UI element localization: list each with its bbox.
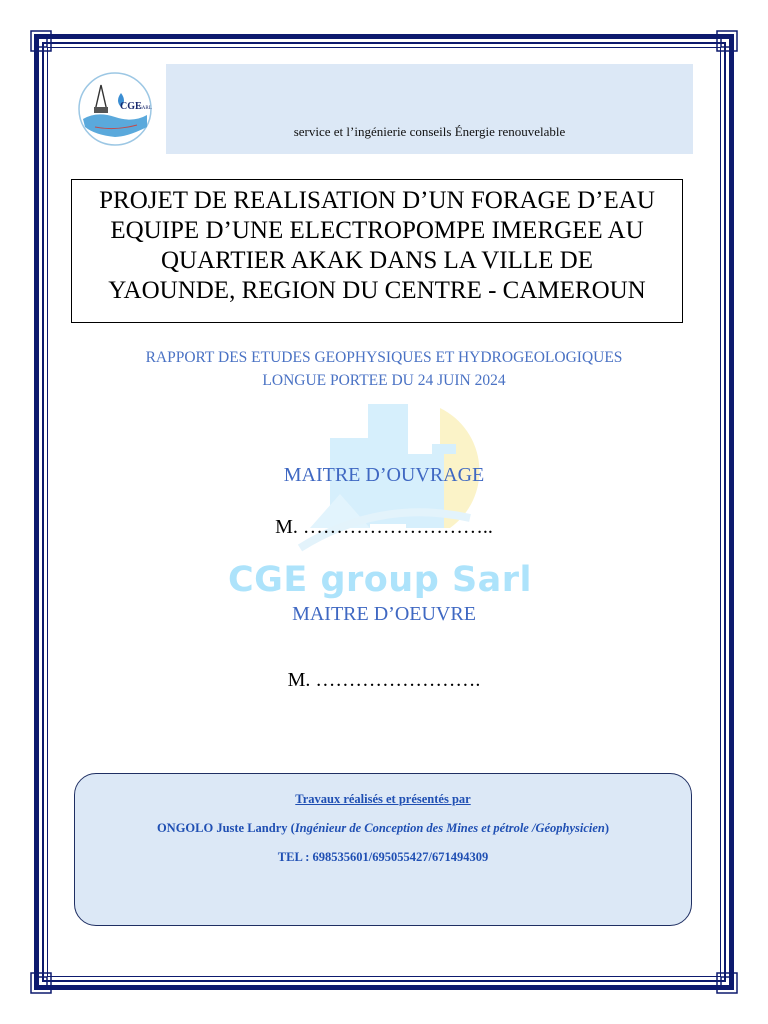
maitre-ouvrage-value: M. ……………………….. [275,516,493,538]
company-logo [77,71,153,147]
credits-box [74,773,692,926]
credits-phone: TEL : 698535601/695055427/671494309 [277,850,489,864]
corner-ornament-top-left [30,30,52,52]
author-name: ONGOLO Juste Landry ( [156,821,295,835]
svg-text:CGE: CGE [120,101,142,112]
header-band [166,64,693,154]
title-line: QUARTIER AKAK DANS LA VILLE DE [160,247,594,274]
author-close: ) [604,821,610,835]
maitre-ouvrage-label: MAITRE D’OUVRAGE [283,464,485,486]
credits-author [75,821,691,836]
report-subtitle-line: RAPPORT DES ETUDES GEOPHYSIQUES ET HYDROGEOLOGIQUES [145,349,623,366]
title-line: EQUIPE D’UNE ELECTROPOMPE IMERGEE AU [110,217,644,244]
author-role: Ingénieur de Conception des Mines et pétrole /Géophysicien [294,821,605,835]
svg-text:SARL: SARL [139,106,152,111]
credits-intro: Travaux réalisés et présentés par [295,792,471,806]
report-subtitle-line: LONGUE PORTEE DU 24 JUIN 2024 [262,372,506,389]
header-tagline: service et l’ingénierie conseils Énergie renouvelable [293,124,566,139]
title-line: PROJET DE REALISATION D’UN FORAGE D’EAU [99,187,655,214]
corner-ornament-top-right [716,30,738,52]
corner-ornament-bottom-left [30,972,52,994]
maitre-oeuvre-value: M. ……………………. [287,669,481,691]
project-title-box [71,179,683,323]
maitre-oeuvre-label: MAITRE D’OEUVRE [292,603,476,625]
watermark-text: CGE group Sarl [227,560,533,600]
title-line: YAOUNDE, REGION DU CENTRE - CAMEROUN [108,277,646,304]
corner-ornament-bottom-right [716,972,738,994]
